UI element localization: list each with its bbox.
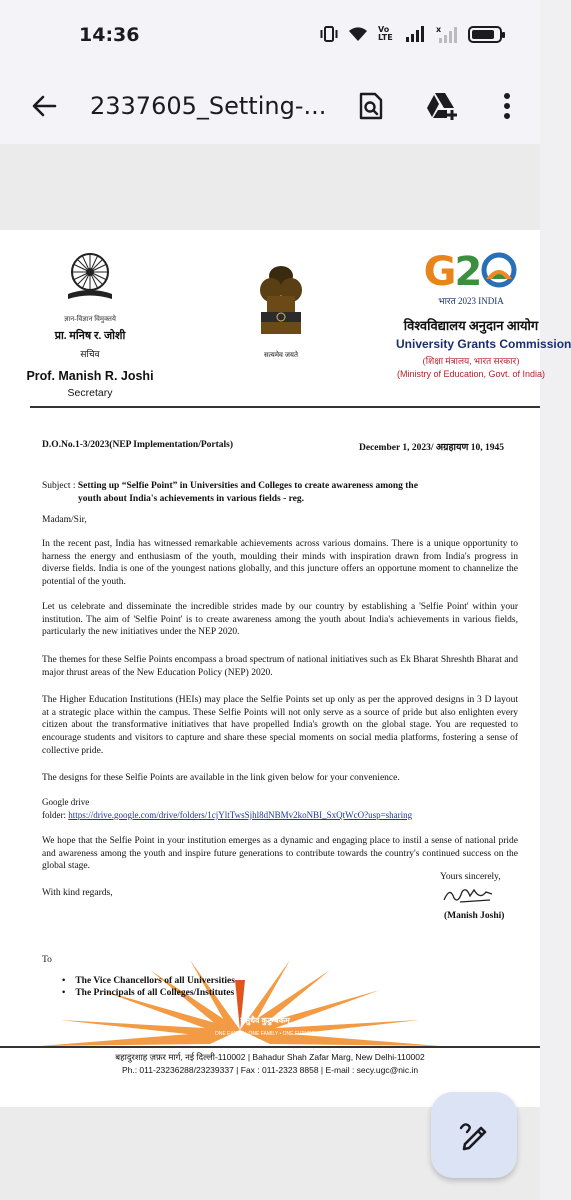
more-options-button[interactable] (487, 86, 527, 126)
drive-link-block (42, 796, 518, 821)
g20-logo-icon: G2 (396, 252, 546, 292)
footer-divider (0, 1046, 540, 1048)
volte-icon: Vo LTE (378, 25, 393, 42)
signal-icon (406, 24, 426, 44)
paragraph-4: The Higher Education Institutions (HEIs) may place the Selfie Points set up only as per the approved designs in 3 D layout at a strategic place within the campus. These Selfie Points will not only serve as a source of pride but also enlighten every citizen about the transformative initiatives that have propelled India's growth on the global stage. You are requested to encourage students and visitors to capture and share these special moments on social media platforms, fostering a sense of collective pride. (42, 695, 518, 756)
recipient-item: • The Vice Chancellors of all Universities (62, 976, 235, 986)
add-to-drive-button[interactable] (422, 86, 462, 126)
paragraph-6: We hope that the Selfie Point in your institution emerges as a dynamic and engaging place to instil a sense of national pride and awareness among the youth and inspire future generations to contribute towards the country's continued success on the global stage. (42, 836, 518, 872)
national-emblem-icon (253, 262, 309, 342)
ugc-motto: ज्ञान-विज्ञान विमुक्तये (64, 315, 116, 323)
footer-address: बहादुरशाह ज़फ़र मार्ग, नई दिल्ली-110002 | Bahadur Shah Zafar Marg, New Delhi-110002 (115, 1052, 425, 1062)
paragraph-1: In the recent past, India has witnessed remarkable achievements across various domains. There is a unique opportunity to harness the energy and enthusiasm of the youth, moulding their minds with inspiration drawn from India's progress in diverse fields. India is one of the youngest nations globally, and this juncture offers an opportune moment to channelize the potential of the youth. (42, 539, 518, 588)
edit-fab-button[interactable] (431, 1092, 517, 1178)
svg-text:x: x (436, 25, 442, 34)
subject-label: Subject : (42, 481, 76, 491)
signal-2-icon (436, 24, 458, 44)
viewer-background (0, 144, 540, 230)
recipient-item: • The Principals of all Colleges/Institutes (62, 988, 235, 998)
drive-folder-link[interactable]: https://drive.google.com/drive/folders/1cjYltTwsSjhl8dNBMv2koNBI_SxQtWcO?usp=sharing (68, 809, 413, 820)
ugc-block (396, 249, 571, 379)
status-icons (320, 24, 502, 44)
yours-sincerely: Yours sincerely, (440, 872, 501, 882)
ugc-logo-icon (64, 250, 116, 302)
g20-subtitle: भारत 2023 INDIA (438, 296, 504, 306)
signature-icon (440, 882, 500, 908)
drive-label: Google drive (42, 797, 90, 807)
reference-number: D.O.No.1-3/2023(NEP Implementation/Portals) (42, 440, 234, 450)
search-doc-icon (358, 92, 384, 120)
signature-block (440, 872, 530, 921)
secretary-block (10, 250, 170, 399)
add-to-drive-icon (425, 91, 459, 121)
status-time: 14:36 (79, 24, 140, 46)
ugc-name-hindi: विश्वविद्यालय अनुदान आयोग (403, 318, 539, 333)
wifi-icon (348, 24, 368, 44)
signatory-name: (Manish Joshi) (444, 911, 505, 921)
paragraph-5: The designs for these Selfie Points are available in the link given below for your convenience. (42, 773, 400, 783)
arrow-back-icon (31, 93, 57, 119)
search-in-document-button[interactable] (351, 86, 391, 126)
emblem-motto: सत्यमेव जयते (264, 351, 298, 359)
banner-hindi: वसुधैव कुटुम्बकम् (240, 1016, 290, 1025)
app-bar (0, 72, 540, 144)
more-vert-icon (503, 93, 511, 119)
edit-pen-icon (457, 1118, 491, 1152)
secretary-title-hindi: सचिव (80, 349, 100, 359)
reference-row (42, 440, 512, 453)
vibrate-icon (320, 24, 338, 44)
back-button[interactable] (24, 86, 64, 126)
salutation: Madam/Sir, (42, 515, 87, 525)
national-emblem-block (248, 262, 314, 360)
battery-icon (468, 26, 502, 43)
subject-line-2: youth about India's achievements in various fields - reg. (78, 494, 304, 504)
secretary-name: Prof. Manish R. Joshi (26, 369, 154, 383)
document-title: 2337605_Setting-... (90, 92, 327, 120)
status-bar (0, 0, 540, 72)
subject-line-1: Setting up “Selfie Point” in Universities and Colleges to create awareness among the (77, 481, 418, 491)
ministry-hindi: (शिक्षा मंत्रालय, भारत सरकार) (422, 356, 520, 366)
recipients-list (62, 976, 235, 1000)
secretary-title: Secretary (67, 387, 113, 399)
letter-date: December 1, 2023/ अग्रहायण 10, 1945 (359, 443, 504, 453)
subject (42, 480, 512, 506)
paragraph-3: The themes for these Selfie Points encompass a broad spectrum of national initiatives such as Ek Bharat Shreshth Bharat and major thrust areas of the New Education Policy (NEP) 2020. (42, 655, 518, 678)
banner-english: ONE EARTH • ONE FAMILY • ONE FUTURE (214, 1031, 316, 1037)
ministry-english: (Ministry of Education, Govt. of India) (396, 369, 546, 379)
ugc-name: University Grants Commission (396, 337, 571, 351)
folder-label: folder: (42, 809, 66, 820)
to-label: To (42, 955, 52, 965)
header-divider (30, 406, 540, 408)
pdf-page[interactable] (0, 230, 571, 1107)
closing: With kind regards, (42, 888, 113, 898)
paragraph-2: Let us celebrate and disseminate the incredible strides made by our country by establishing a 'Selfie Point' within your institution. The aim of 'Selfie Point' is to create awareness among the youth about India's achievements in various fields, particularly the new initiatives under the NEP 2020. (42, 602, 518, 638)
footer-contact: Ph.: 011-23236288/23239337 | Fax : 011-2323 8858 | E-mail : secy.ugc@nic.in (121, 1065, 419, 1075)
secretary-name-hindi: प्रा. मनिष र. जोशी (54, 330, 126, 342)
